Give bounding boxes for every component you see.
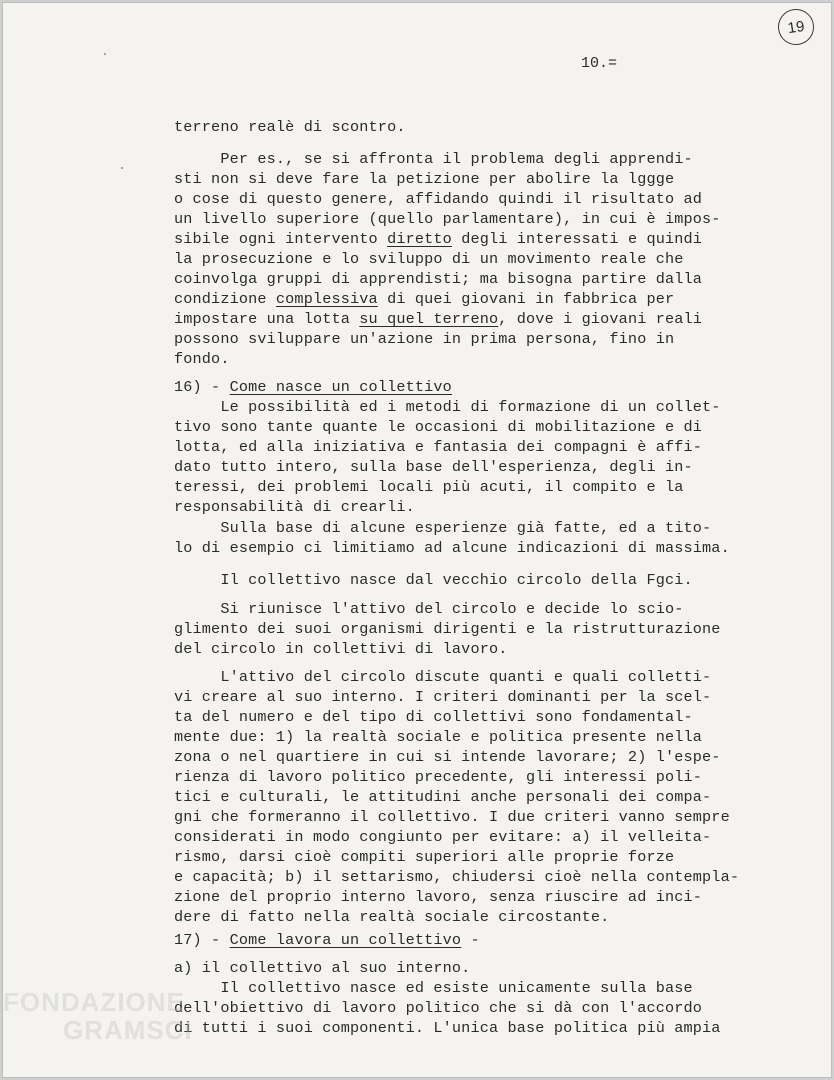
line-35: rismo, darsi cioè compiti superiori alle proprie forze xyxy=(174,848,675,866)
line-32: tici e culturali, le attitudini anche personali dei compa- xyxy=(174,788,712,806)
line-12: fondo. xyxy=(174,350,230,368)
line-31: rienza di lavoro politico precedente, gli interessi poli- xyxy=(174,768,703,786)
line-14: Le possibilità ed i metodi di formazione di un collet- xyxy=(174,398,721,416)
line-20: Sulla base di alcune esperienze già fatte, ed a tito- xyxy=(174,519,712,537)
underlined-diretto: diretto xyxy=(387,230,452,248)
line-25: del circolo in collettivi di lavoro. xyxy=(174,640,508,658)
line-23: Si riunisce l'attivo del circolo e decide lo scio- xyxy=(174,600,684,618)
line-43: di tutti i suoi componenti. L'unica base politica più ampia xyxy=(174,1019,721,1037)
line-33: gni che formeranno il collettivo. I due criteri vanno sempre xyxy=(174,808,730,826)
line-7: la prosecuzione e lo sviluppo di un movimento reale che xyxy=(174,250,684,268)
line-10: impostare una lotta su quel terreno, dove i giovani reali xyxy=(174,310,703,328)
line-22: Il collettivo nasce dal vecchio circolo della Fgci. xyxy=(174,571,693,589)
line-19: responsabilità di crearli. xyxy=(174,498,415,516)
line-29: mente due: 1) la realtà sociale e politica presente nella xyxy=(174,728,703,746)
line-16: lotta, ed alla iniziativa e fantasia dei compagni è affi- xyxy=(174,438,703,456)
line-5: un livello superiore (quello parlamentare), in cui è impos- xyxy=(174,210,721,228)
line-2: Per es., se si affronta il problema degli apprendi- xyxy=(174,150,693,168)
heading-17: 17) - Come lavora un collettivo - xyxy=(174,931,480,949)
line-15: tivo sono tante quante le occasioni di mobilitazione e di xyxy=(174,418,703,436)
line-26: L'attivo del circolo discute quanti e quali colletti- xyxy=(174,668,712,686)
page-number: 10.= xyxy=(581,55,618,72)
line-8: coinvolga gruppi di apprendisti; ma bisogna partire dalla xyxy=(174,270,703,288)
line-1: terreno realè di scontro. xyxy=(174,118,406,136)
line-6: sibile ogni intervento diretto degli interessati e quindi xyxy=(174,230,703,248)
heading-16: 16) - Come nasce un collettivo xyxy=(174,378,452,396)
line-3: sti non si deve fare la petizione per abolire la lggge xyxy=(174,170,675,188)
line-41: Il collettivo nasce ed esiste unicamente sulla base xyxy=(174,979,693,997)
line-34: considerati in modo congiunto per evitare: a) il velleita- xyxy=(174,828,712,846)
line-24: glimento dei suoi organismi dirigenti e la ristrutturazione xyxy=(174,620,721,638)
line-36: e capacità; b) il settarismo, chiudersi cioè nella contempla- xyxy=(174,868,740,886)
line-11: possono sviluppare un'azione in prima persona, fino in xyxy=(174,330,675,348)
line-17: dato tutto intero, sulla base dell'esperienza, degli in- xyxy=(174,458,693,476)
heading-17-title: Come lavora un collettivo xyxy=(229,931,462,949)
underlined-complessiva: complessiva xyxy=(275,290,378,308)
archive-watermark: FONDAZIONE GRAMSCI xyxy=(3,987,193,1045)
line-27: vi creare al suo interno. I criteri dominanti per la scel- xyxy=(174,688,712,706)
line-38: dere di fatto nella realtà sociale circostante. xyxy=(174,908,610,926)
line-30: zona o nel quartiere in cui si intende lavorare; 2) l'espe- xyxy=(174,748,721,766)
line-37: zione del proprio interno lavoro, senza riuscire ad inci- xyxy=(174,888,703,906)
line-42: dell'obiettivo di lavoro politico che si dà con l'accordo xyxy=(174,999,703,1017)
line-9: condizione complessiva di quei giovani in fabbrica per xyxy=(174,290,675,308)
underlined-su-quel-terreno: su quel terreno xyxy=(359,310,499,328)
line-21: lo di esempio ci limitiamo ad alcune indicazioni di massima. xyxy=(174,539,730,557)
line-28: ta del numero e del tipo di collettivi sono fondamental- xyxy=(174,708,693,726)
heading-16-title: Come nasce un collettivo xyxy=(229,378,452,396)
document-page xyxy=(2,2,832,1078)
archive-stamp: 19 xyxy=(776,7,817,48)
line-4: o cose di questo genere, affidando quindi il risultato ad xyxy=(174,190,703,208)
line-40: a) il collettivo al suo interno. xyxy=(174,959,471,977)
line-18: teressi, dei problemi locali più acuti, il compito e la xyxy=(174,478,684,496)
